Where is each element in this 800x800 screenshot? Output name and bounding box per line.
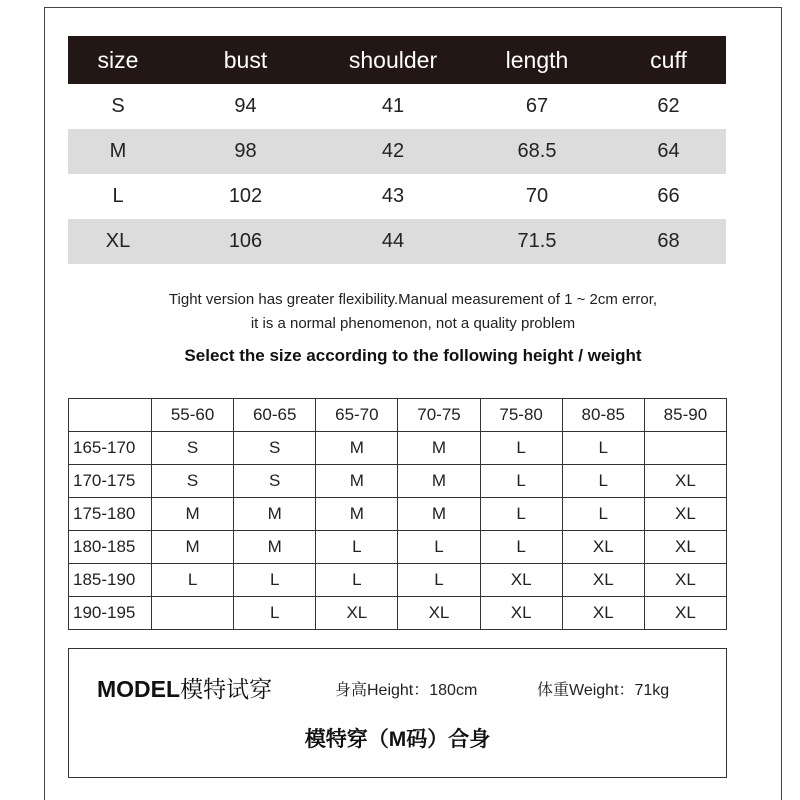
table-cell: S <box>111 95 125 117</box>
table-cell: 68.5 <box>463 129 611 174</box>
table-cell: XL <box>562 597 644 630</box>
table-cell: 66 <box>657 185 680 207</box>
table-cell: S <box>152 432 234 465</box>
table-cell: M <box>68 129 168 174</box>
table-cell: 106 <box>168 219 323 264</box>
table-cell: L <box>152 564 234 597</box>
table-cell: XL <box>644 465 726 498</box>
size-chart-header-row <box>68 36 726 84</box>
table-cell: 98 <box>168 129 323 174</box>
weight-header-row <box>69 399 727 432</box>
table-cell: 71.5 <box>463 219 611 264</box>
table-cell <box>152 597 234 630</box>
table-cell: M <box>152 531 234 564</box>
table-cell: M <box>316 465 398 498</box>
table-cell: L <box>480 432 562 465</box>
table-cell: 43 <box>381 185 405 207</box>
model-title-bold: MODEL <box>97 676 181 702</box>
table-cell: XL <box>480 597 562 630</box>
table-cell: 102 <box>228 185 263 207</box>
table-cell: XL <box>480 564 562 597</box>
table-cell: 44 <box>323 219 463 264</box>
table-cell: M <box>234 531 316 564</box>
header-cuff: cuff <box>611 36 726 84</box>
table-cell: L <box>480 465 562 498</box>
table-cell: M <box>398 465 480 498</box>
table-cell: M <box>234 498 316 531</box>
height-header: 165-170 <box>69 432 152 465</box>
table-cell: 68 <box>611 219 726 264</box>
table-row <box>69 432 727 465</box>
table-cell: L <box>316 564 398 597</box>
table-row <box>68 174 726 219</box>
table-cell <box>644 432 726 465</box>
table-cell: 41 <box>381 95 405 117</box>
note-line-1: Tight version has greater flexibility.Manual measurement of 1 ~ 2cm error, <box>168 291 658 308</box>
table-row <box>69 531 727 564</box>
table-cell: 62 <box>657 95 680 117</box>
table-row <box>69 465 727 498</box>
weight-header: 55-60 <box>152 399 234 432</box>
weight-header: 85-90 <box>644 399 726 432</box>
table-cell: L <box>562 465 644 498</box>
table-cell: XL <box>644 564 726 597</box>
table-cell: L <box>398 564 480 597</box>
table-row <box>68 129 726 174</box>
table-cell: M <box>316 498 398 531</box>
weight-header: 60-65 <box>234 399 316 432</box>
table-cell: L <box>316 531 398 564</box>
table-cell: XL <box>644 498 726 531</box>
table-cell: 70 <box>525 185 549 207</box>
table-cell: L <box>398 531 480 564</box>
table-cell: L <box>112 185 124 207</box>
table-row <box>69 498 727 531</box>
table-cell: M <box>316 432 398 465</box>
model-fit-note: 模特穿（M码）合身 <box>304 728 491 751</box>
table-cell: L <box>234 597 316 630</box>
table-row <box>68 219 726 264</box>
header-shoulder: shoulder <box>323 36 463 84</box>
table-cell: XL <box>68 219 168 264</box>
weight-header: 75-80 <box>480 399 562 432</box>
header-length: length <box>463 36 611 84</box>
header-size: size <box>68 36 168 84</box>
table-cell: S <box>234 465 316 498</box>
table-cell: L <box>562 432 644 465</box>
table-cell: XL <box>316 597 398 630</box>
table-cell: M <box>152 498 234 531</box>
table-cell: M <box>398 498 480 531</box>
model-height: 身高Height：180cm <box>335 682 478 699</box>
table-row <box>69 597 727 630</box>
height-header: 190-195 <box>69 597 152 630</box>
table-cell: L <box>480 498 562 531</box>
table-row <box>68 84 726 129</box>
table-cell: S <box>152 465 234 498</box>
table-cell: XL <box>562 531 644 564</box>
model-title-cn: 模特试穿 <box>180 676 273 702</box>
height-header: 185-190 <box>69 564 152 597</box>
header-bust: bust <box>168 36 323 84</box>
table-cell: XL <box>644 531 726 564</box>
table-row <box>69 564 727 597</box>
table-cell: 64 <box>611 129 726 174</box>
table-cell: XL <box>398 597 480 630</box>
table-cell: L <box>480 531 562 564</box>
corner-cell <box>69 399 152 432</box>
table-cell: XL <box>562 564 644 597</box>
selection-title: Select the size according to the following height / weight <box>184 346 642 365</box>
table-cell: M <box>398 432 480 465</box>
model-title <box>97 671 272 704</box>
table-cell: L <box>562 498 644 531</box>
height-header: 180-185 <box>69 531 152 564</box>
table-cell: 67 <box>525 95 549 117</box>
height-header: 170-175 <box>69 465 152 498</box>
weight-header: 70-75 <box>398 399 480 432</box>
height-weight-table <box>68 398 727 630</box>
weight-header: 80-85 <box>562 399 644 432</box>
table-cell: 94 <box>234 95 257 117</box>
model-weight: 体重Weight：71kg <box>537 682 670 699</box>
table-cell: S <box>234 432 316 465</box>
weight-header: 65-70 <box>316 399 398 432</box>
model-info-box <box>68 648 727 778</box>
height-header: 175-180 <box>69 498 152 531</box>
size-chart-table <box>68 36 726 264</box>
table-cell: XL <box>644 597 726 630</box>
table-cell: 42 <box>323 129 463 174</box>
table-cell: L <box>234 564 316 597</box>
note-line-2: it is a normal phenomenon, not a quality problem <box>250 315 576 332</box>
